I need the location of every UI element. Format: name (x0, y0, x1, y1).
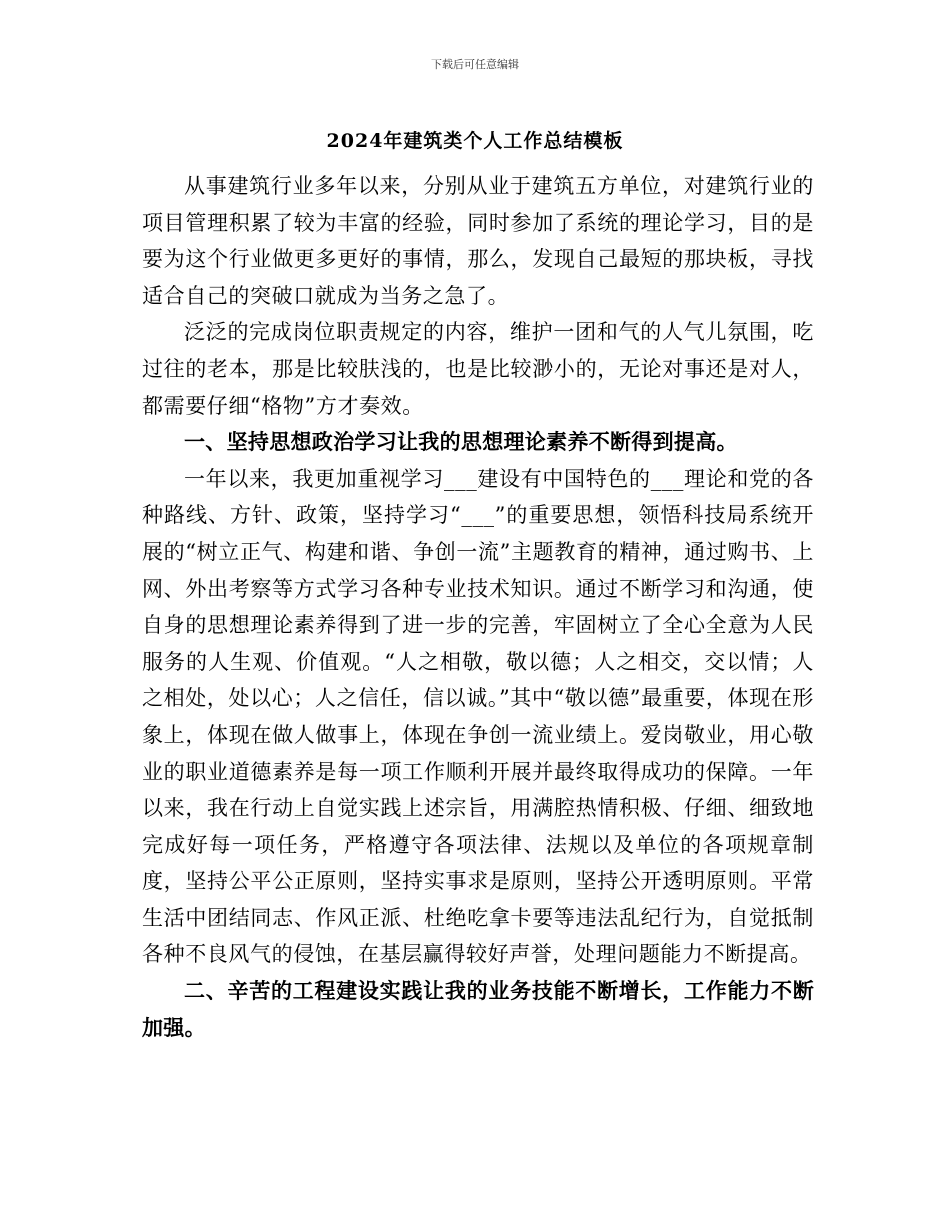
section-heading-1: 一、坚持思想政治学习让我的思想理论素养不断得到提高。 (184, 429, 738, 455)
header-note: 下载后可任意编辑 (431, 58, 519, 71)
paragraph-intro: 从事建筑行业多年以来，分别从业于建筑五方单位，对建筑行业的项目管理积累了较为丰富的经验，同时参加了系统的理论学习，目的是要为这个行业做更多更好的事情，那么，发现自己最短的那块板，寻找适合自己的突破口就成为当务之急了。 (142, 174, 814, 308)
paragraph-duties: 泛泛的完成岗位职责规定的内容，维护一团和气的人气儿氛围，吃过往的老本，那是比较肤浅的，也是比较渺小的，无论对事还是对人，都需要仔细“格物”方才奏效。 (142, 320, 814, 418)
document-title: 2024年建筑类个人工作总结模板 (326, 130, 624, 152)
paragraph-study: 一年以来，我更加重视学习___建设有中国特色的___理论和党的各种路线、方针、政策，坚持学习“___”的重要思想，领悟科技局系统开展的“树立正气、构建和谐、争创一流”主题教育的精神，通过购书、上网、外出考察等方式学习各种专业技术知识。通过不断学习和沟通，使自身的思想理论素养得到了进一步的完善，牢固树立了全心全意为人民服务的人生观、价值观。“人之相敬，敬以德；人之相交，交以情；人之相处，处以心；人之信任，信以诚。”其中“敬以德”最重要，体现在形象上，体现在做人做事上，体现在争创一流业绩上。爱岗敬业，用心敬业的职业道德素养是每一项工作顺利开展并最终取得成功的保障。一年以来，我在行动上自觉实践上述宗旨，用满腔热情积极、仔细、细致地完成好每一项任务，严格遵守各项法律、法规以及单位的各项规章制度，坚持公平公正原则，坚持实事求是原则，坚持公开透明原则。平常生活中团结同志、作风正派、杜绝吃拿卡要等违法乱纪行为，自觉抵制各种不良风气的侵蚀，在基层赢得较好声誉，处理问题能力不断提高。 (142, 466, 814, 967)
document-body (142, 168, 814, 1046)
section-heading-2: 二、辛苦的工程建设实践让我的业务技能不断增长，工作能力不断加强。 (142, 978, 814, 1040)
